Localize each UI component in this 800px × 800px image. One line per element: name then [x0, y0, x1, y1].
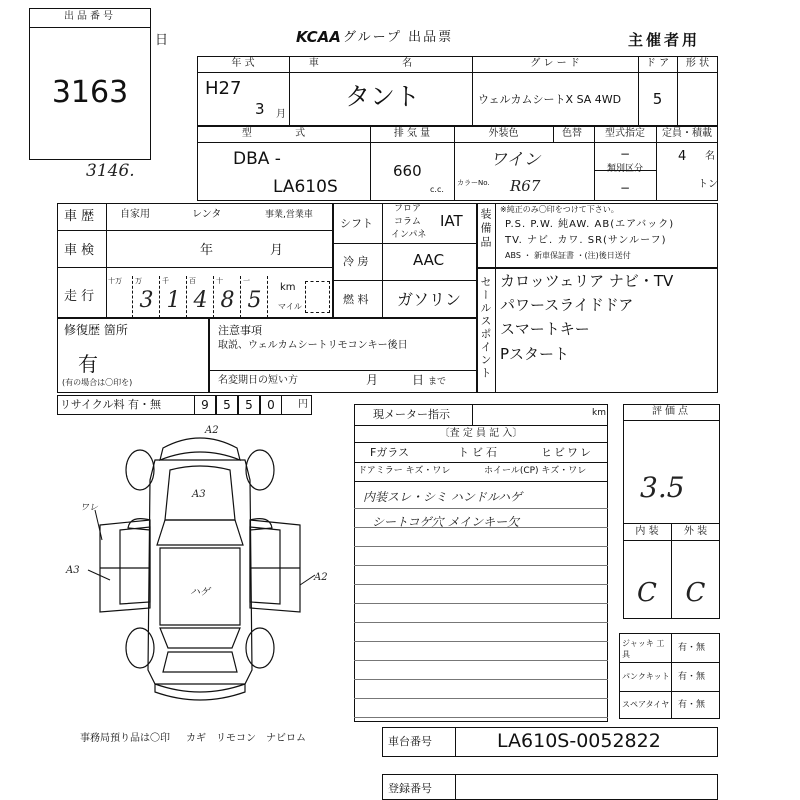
year-value: H27	[205, 78, 242, 99]
rating-label: 評価点	[652, 406, 691, 417]
tool-jack-label: ジャッキ 工 具	[622, 639, 665, 659]
capacity-label: 定員・積載	[662, 128, 712, 139]
color-label: 外装色	[488, 128, 519, 139]
colorno-label: カラーNo.	[457, 179, 490, 187]
mileage-mile: マイル	[278, 302, 302, 311]
inspector-fglass: Fガラス	[370, 446, 409, 459]
history-label: 車 歴	[64, 209, 95, 224]
model-label: 車 名	[308, 58, 453, 69]
inspection-label: 車 検	[64, 243, 95, 258]
shift-inpanel[interactable]: インパネ	[391, 230, 427, 240]
inspection-month: 月	[270, 243, 284, 258]
model-value: タント	[345, 82, 421, 111]
shift-value: IAT	[440, 212, 463, 230]
shift-column[interactable]: コラム	[394, 217, 421, 227]
model-spec-value: −	[619, 147, 631, 161]
model-spec-label: 型式指定	[605, 128, 645, 139]
meter-unit: km	[592, 408, 606, 418]
office-nav[interactable]: ナビロム	[266, 733, 306, 744]
grade-value: ウェルカムシートX SA 4WD	[478, 93, 622, 106]
office-remote[interactable]: リモコン	[216, 733, 256, 744]
recycle-digit-cell: 5	[216, 395, 238, 415]
type-value1: DBA -	[233, 149, 281, 169]
inspector-comment-2: シートコゲ穴 メインキー欠	[372, 515, 520, 529]
mileage-digit-value: 8	[220, 288, 235, 313]
tool-puncture-value[interactable]: 有・無	[678, 672, 706, 682]
load-unit: トン	[698, 179, 718, 190]
mileage-digit-label: 一	[243, 277, 250, 285]
transfer-day: 日	[412, 373, 425, 387]
damage-mark-a3-side: A3	[66, 565, 80, 576]
capacity-unit: 名	[705, 151, 715, 162]
shift-label: シフト	[340, 217, 373, 230]
repair-value: 有	[78, 352, 98, 376]
int-color-label: 色替	[562, 128, 582, 139]
registration-label: 登録番号	[388, 782, 432, 795]
inspector-title: 〔査 定 員 記 入〕	[439, 428, 523, 439]
mileage-digit-label: 十万	[108, 277, 122, 285]
registration-block	[382, 774, 718, 800]
inspector-hibiware: ヒビワレ	[541, 446, 593, 459]
recycle-unit: 円	[298, 399, 308, 410]
mileage-digit-value: 3	[139, 288, 154, 313]
recycle-digit-cell: 0	[260, 395, 282, 415]
history-opt2[interactable]: レンタ	[192, 209, 222, 220]
repair-label: 修復歴 箇所	[64, 323, 128, 337]
mileage-digit-label: 十	[216, 277, 223, 285]
tool-spare-value[interactable]: 有・無	[678, 700, 706, 710]
fuel-value: ガソリン	[397, 290, 462, 309]
mileage-digit-value: 1	[166, 288, 181, 313]
mileage-digit-label: 千	[162, 277, 169, 285]
lot-label: 出品番号	[64, 11, 116, 22]
tool-jack-value[interactable]: 有・無	[678, 643, 706, 653]
recycle-digit-cell: 5	[238, 395, 260, 415]
shift-floor[interactable]: フロア	[394, 204, 422, 214]
inspector-comment-1: 内装スレ・シミ ハンドルハゲ	[363, 490, 522, 504]
sales-item-1: カロッツェリア ナビ・TV	[500, 272, 674, 290]
header-day: 日	[155, 33, 169, 48]
history-opt1[interactable]: 自家用	[120, 209, 150, 220]
month-value: 3	[255, 100, 265, 118]
rating-score: 3.5	[640, 471, 685, 504]
damage-mark-a2-side: A2	[314, 572, 328, 583]
month-unit: 月	[276, 109, 286, 120]
mileage-digit-label: 百	[189, 277, 196, 285]
equipment-label: 装備品	[479, 208, 492, 250]
kcaa-logo: KCAA	[296, 28, 341, 46]
sales-item-4: Pスタート	[500, 345, 570, 363]
displacement-label: 排 気 量	[393, 128, 431, 139]
doors-value: 5	[652, 90, 663, 108]
capacity-value: 4	[678, 149, 687, 164]
transfer-until: まで	[428, 377, 447, 387]
grade-label: グ レ ー ド	[530, 58, 580, 69]
category-label: 類別区分	[606, 164, 643, 174]
inspector-wheel: ホイール(CP) キズ・ワレ	[484, 466, 587, 476]
lot-number: 3163	[51, 75, 129, 110]
exterior-label: 外 装	[683, 526, 708, 537]
body-label: 形 状	[685, 58, 710, 69]
tool-spare-label: スペアタイヤ	[622, 700, 670, 709]
sales-item-3: スマートキー	[500, 320, 590, 338]
equipment-note: ※純正のみ〇印をつけて下さい。	[500, 205, 619, 214]
transfer-month: 月	[366, 373, 379, 387]
office-key[interactable]: カギ	[186, 733, 206, 744]
year-label: 年 式	[231, 58, 255, 69]
history-opt3[interactable]: 事業,営業車	[265, 210, 313, 220]
organizer-label: 主催者用	[628, 31, 701, 49]
equipment-line2: TV. ナビ. カワ. SR(サンルーフ)	[505, 235, 667, 246]
office-items: 事務局預り品は〇印	[80, 733, 170, 744]
displacement-unit: c.c.	[430, 185, 444, 194]
type-label: 型 式	[241, 128, 326, 139]
recycle-label: リサイクル料 有・無	[60, 398, 161, 411]
interior-grade: C	[637, 578, 657, 608]
color-value: ワイン	[490, 150, 541, 170]
colorno-value: R67	[510, 177, 541, 195]
mileage-digit-value: 5	[247, 288, 262, 313]
inspector-tobiishi: トビ石	[458, 446, 500, 459]
chassis-value: LA610S-0052822	[497, 730, 661, 752]
ac-value: AAC	[413, 251, 445, 269]
displacement-value: 660	[393, 162, 422, 180]
lot-handwritten: 3146.	[86, 161, 135, 181]
equipment-line3: ABS ・ 新車保証書 ・(注)後日送付	[505, 251, 631, 260]
mileage-digit-label: 万	[135, 277, 142, 285]
exterior-grade: C	[685, 578, 706, 608]
inspection-year: 年	[200, 243, 214, 258]
notes-text: 取説、ウェルカムシートリモコンキー後日	[218, 340, 408, 351]
damage-mark-a3-hood: A3	[192, 489, 206, 500]
meter-label: 現メーター指示	[373, 408, 450, 421]
category-value: −	[619, 181, 631, 195]
form-title: グループ 出品票	[343, 30, 454, 45]
doors-label: ド ア	[645, 58, 670, 69]
transfer-label: 名変期日の短い方	[218, 375, 298, 386]
mileage-km: km	[280, 282, 296, 293]
type-value2: LA610S	[273, 177, 338, 197]
equipment-line1: P.S. P.W. 純AW. AB(エアバック)	[505, 219, 675, 230]
tool-puncture-label: パンクキット	[622, 672, 670, 681]
damage-mark-hage-roof: ハゲ	[190, 587, 210, 598]
damage-mark-ware: ワレ	[80, 503, 99, 513]
notes-label: 注意事項	[218, 324, 262, 337]
chassis-label: 車台番号	[388, 735, 432, 748]
interior-label: 内 装	[635, 526, 659, 537]
fuel-label: 燃 料	[343, 293, 369, 306]
repair-note: (有の場合は〇印を)	[62, 378, 133, 387]
sales-label: セールスポイント	[479, 276, 492, 380]
recycle-digit-cell: 9	[194, 395, 216, 415]
damage-mark-a2-front: A2	[205, 425, 219, 436]
sales-item-2: パワースライドドア	[500, 296, 634, 314]
inspector-doormirror: ドアミラー キズ・ワレ	[358, 466, 451, 476]
mileage-digit-value: 4	[193, 288, 208, 313]
ac-label: 冷 房	[343, 255, 369, 268]
mileage-label: 走 行	[64, 289, 95, 304]
